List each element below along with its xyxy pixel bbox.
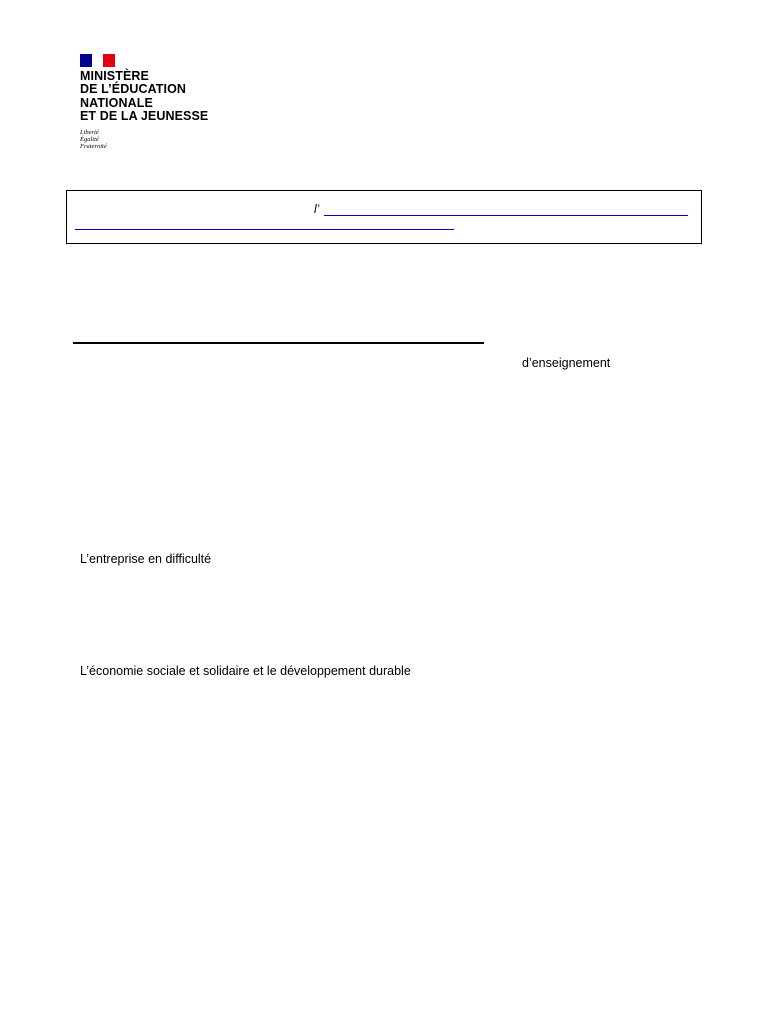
enseignement-text: d’enseignement bbox=[522, 356, 611, 370]
title-underline bbox=[75, 229, 454, 230]
ministry-name-line: ET DE LA JEUNESSE bbox=[80, 108, 209, 123]
flag-red-stripe bbox=[103, 54, 115, 67]
title-underline bbox=[324, 215, 688, 216]
motto-line: Liberté bbox=[80, 129, 99, 137]
title-box bbox=[66, 190, 702, 244]
flag-white-stripe bbox=[92, 54, 104, 67]
horizontal-rule bbox=[73, 342, 484, 344]
ministry-name-line: NATIONALE bbox=[80, 95, 153, 110]
ministry-name bbox=[80, 70, 220, 123]
french-flag-icon bbox=[80, 54, 115, 67]
motto-line: Fraternité bbox=[80, 143, 107, 151]
ministry-logo bbox=[80, 54, 220, 150]
republic-motto bbox=[80, 129, 220, 150]
motto-line: Égalité bbox=[80, 136, 99, 144]
section-heading-entreprise: L’entreprise en difficulté bbox=[80, 552, 212, 566]
ministry-name-line: MINISTÈRE bbox=[80, 69, 149, 83]
ministry-name-line: DE L’ÉDUCATION bbox=[80, 82, 187, 97]
flag-blue-stripe bbox=[80, 54, 92, 67]
title-box-text: l’ bbox=[314, 202, 320, 216]
section-heading-economie: L’économie sociale et solidaire et le développement durable bbox=[80, 664, 411, 678]
